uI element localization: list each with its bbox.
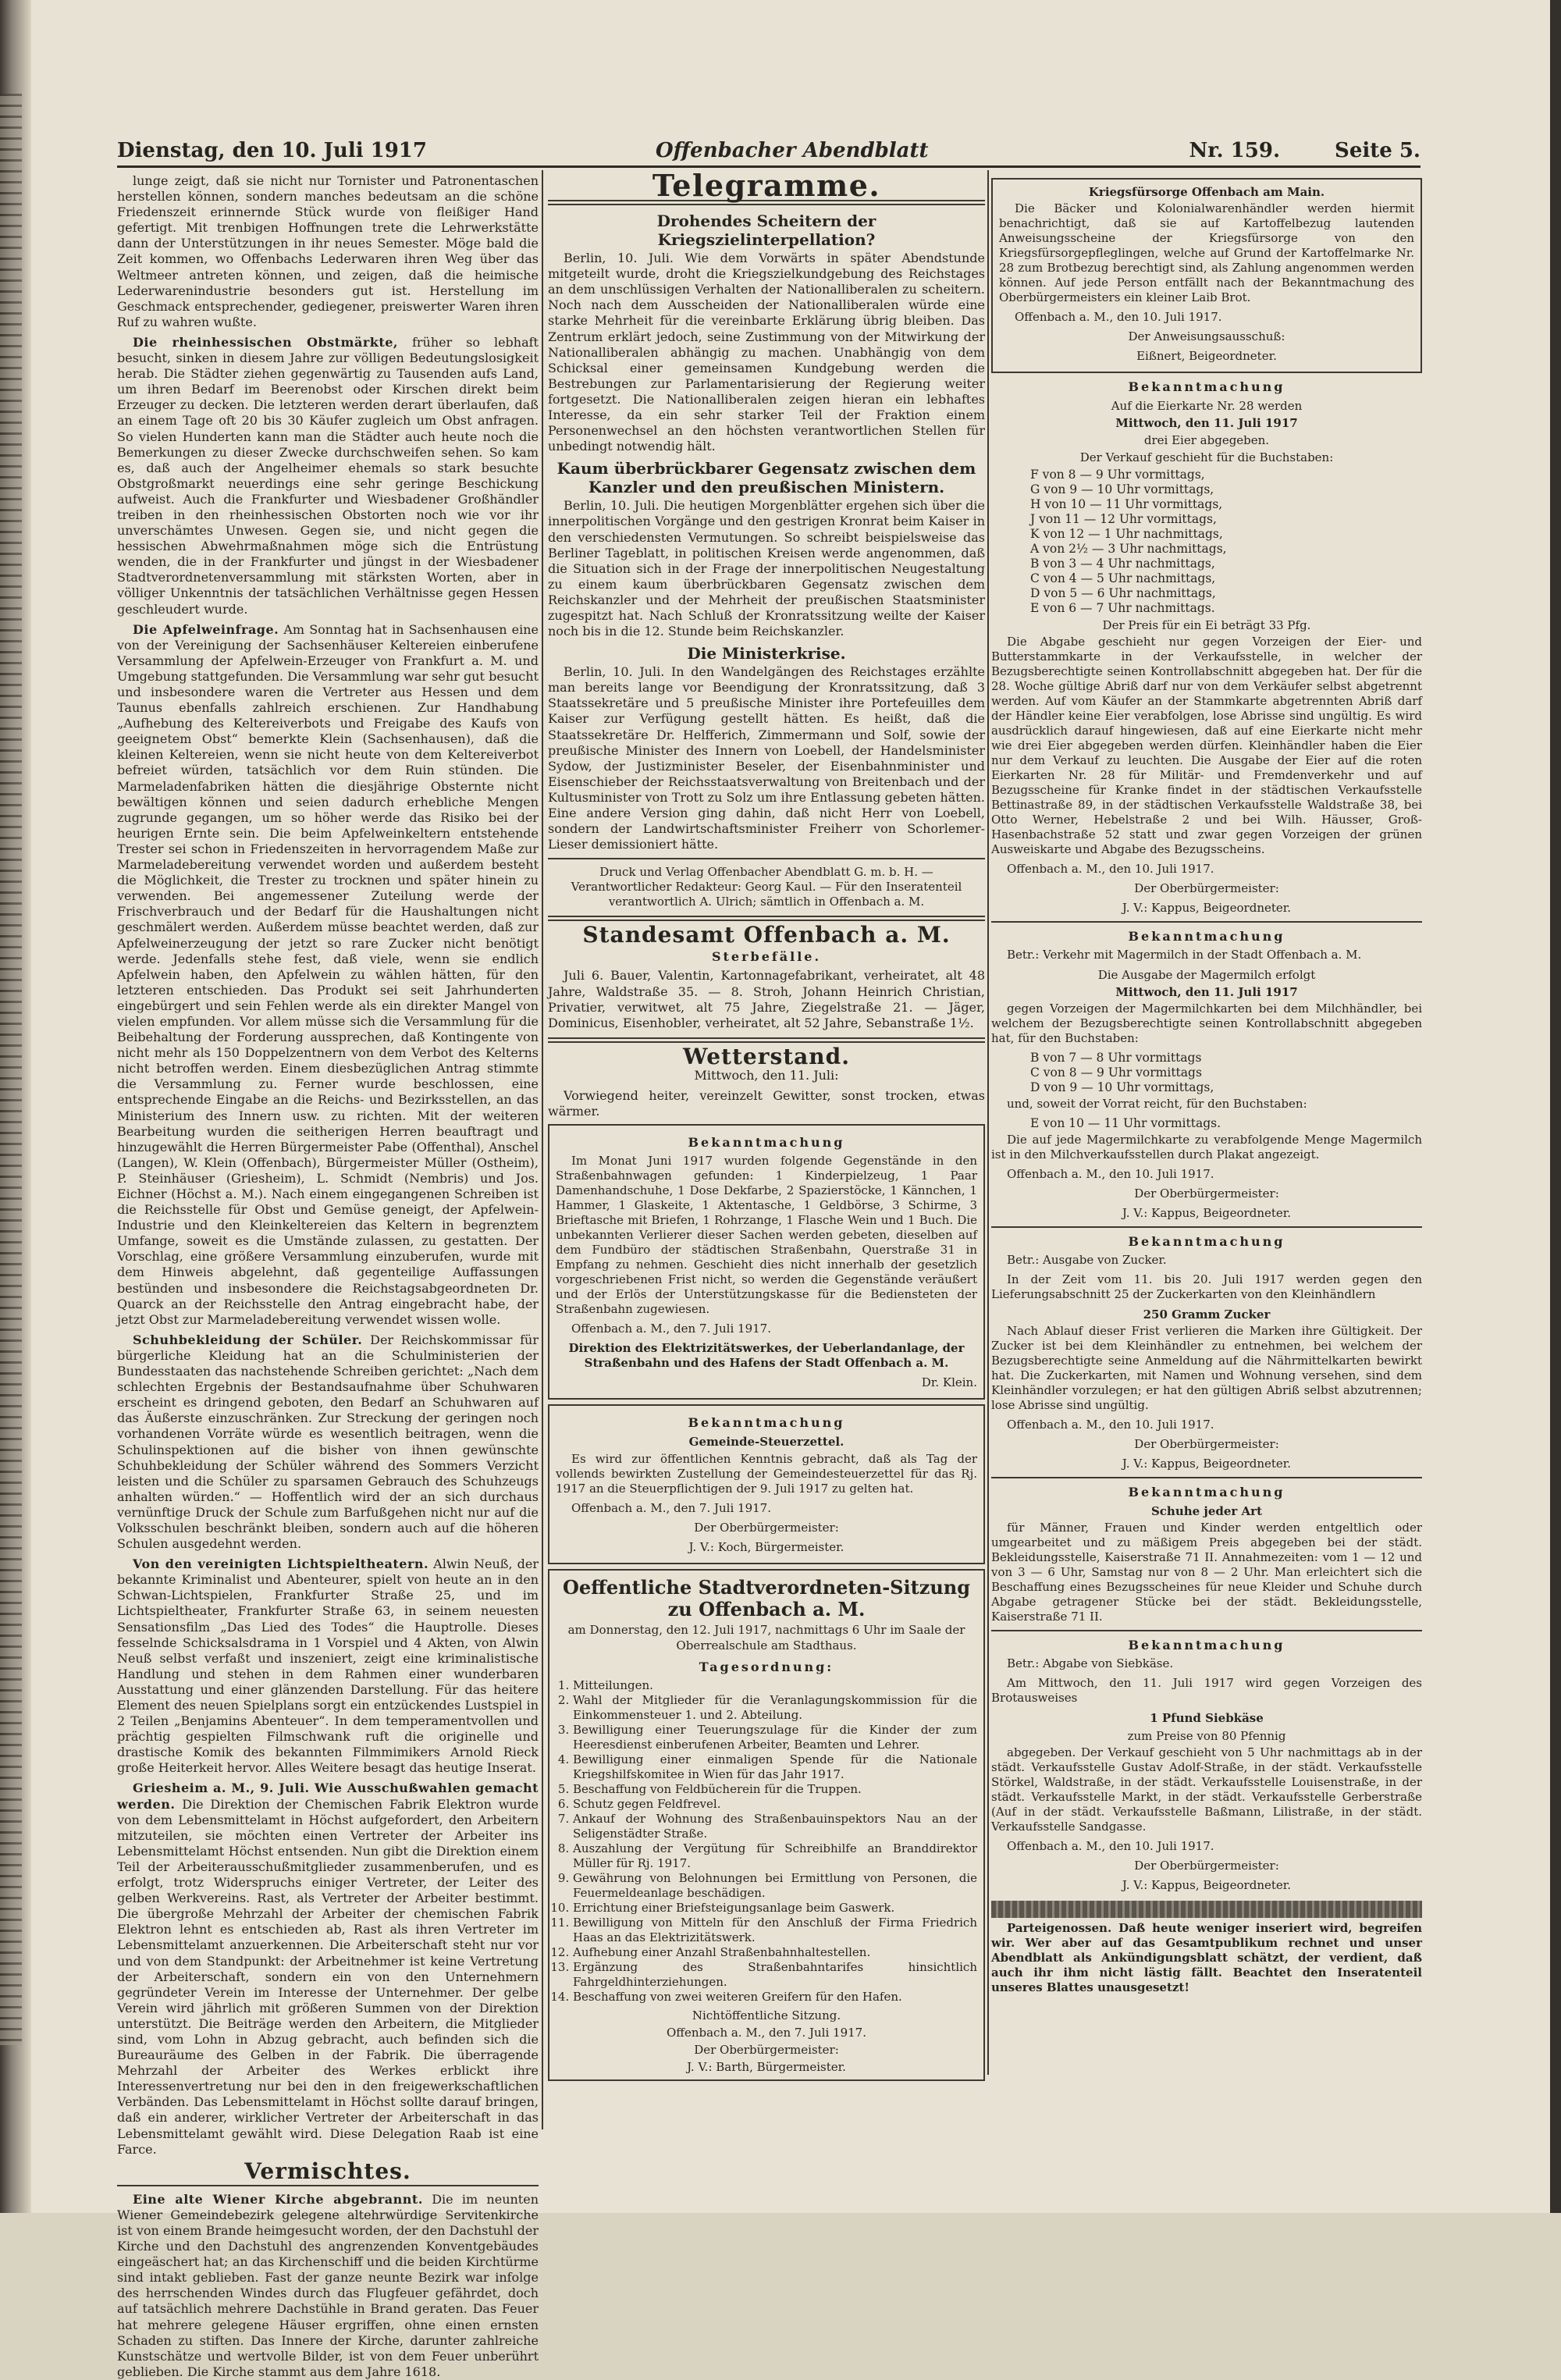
agenda-item: 10. Errichtung einer Briefsteigungsanlage beim Gaswerk. <box>573 1901 977 1916</box>
notice-body: gegen Vorzeigen der Magermilchkarten bei dem Milchhändler, bei welchem der Bezugsberechtigte seinen Kontrollabschnitt abgegeben hat, für den Buchstaben: <box>991 1001 1422 1045</box>
schedule-row: A von 2½ — 3 Uhr nachmittags, <box>1030 541 1227 556</box>
schedule-row: C von 4 — 5 Uhr nachmittags, <box>1030 571 1216 585</box>
agenda-item: 13. Ergänzung des Straßenbahntarifes hinsichtlich Fahrgeldhinterziehungen. <box>573 1960 977 1990</box>
notice-amount: 250 Gramm Zucker <box>1143 1307 1271 1322</box>
divider <box>991 1630 1422 1631</box>
egg-schedule <box>1030 468 1422 616</box>
column-rule-2 <box>987 170 989 2075</box>
notice-body: und, soweit der Vorrat reicht, für den Buchstaben: <box>1007 1096 1307 1111</box>
article-lichtspiele <box>117 1556 539 1776</box>
article-wiener-kirche <box>117 2192 539 2380</box>
adjacent-page-strip <box>0 94 22 2045</box>
divider <box>548 916 985 921</box>
article-lead: Die rheinhessischen Obstmärkte, <box>133 334 399 350</box>
notice-place-date: Offenbach a. M., den 7. Juli 1917. <box>667 2025 866 2040</box>
divider <box>991 1477 1422 1478</box>
notice-place-date: Offenbach a. M., den 10. Juli 1917. <box>1007 861 1214 876</box>
notice-fundsachen <box>548 1124 985 1400</box>
divider <box>548 1037 985 1043</box>
notice-signer: J. V.: Koch, Bürgermeister. <box>688 1539 845 1554</box>
schedule-row: C von 8 — 9 Uhr vormittags <box>1030 1065 1202 1080</box>
notice-body: Es wird zur öffentlichen Kenntnis gebracht, daß als Tag der vollends bewirkten Zustellung der Gemeindesteuerzettel für das Rj. 1917 an die Steuerpflichtigen der 9. Juli 1917 zu gelten hat. <box>556 1451 977 1496</box>
article-body: Alwin Neuß, der bekannte Kriminalist und Abenteurer, spielt von heute an in den Schwan-Lichtspielen, Frankfurter Straße 25, und im Lichtspieltheater, Frankfurter Straße 63, in seinem neuesten Sensationsfilm „Das Lied des Todes“ die Hauptrolle. Dieses fesselnde Schicksalsdrama in 1 Vorspiel und 4 Akten, von Alwin Neuß selbst verfaßt und inszeniert, zeigt eine kriminalistische Handlung und stehen in dem Rahmen einer wunderbaren Ausstattung und einer glänzenden Darstellung. Für das heitere Element des neuen Spielplans sorgt ein entzückendes Lustspiel in 2 Teilen „Benjamins Abenteuer“. In dem temperamentvollen und prächtig gespielten Filmschwank ruft die originelle und drastische Komik des bekannten Filmmimikers Arnold Rieck große Heiterkeit hervor. Alles Weitere besagt das heutige Inserat. <box>117 1556 539 1776</box>
newspaper-title: Offenbacher Abendblatt <box>656 139 929 162</box>
milk-schedule-extra <box>1030 1116 1422 1131</box>
notice-signer: J. V.: Kappus, Beigeordneter. <box>1122 1457 1292 1471</box>
notice-title: Bekanntmachung <box>1128 928 1285 944</box>
notice-signature: Der Oberbürgermeister: <box>1134 1437 1279 1452</box>
article-body: Berlin, 10. Juli. In den Wandelgängen des Reichstages erzählte man bereits lange vor Beendigung der Kronratssitzung, daß 3 Staatssekretäre und 5 preußische Minister ihre Portefeuilles dem Kaiser zur Verfügung gestellt hätten. Es heißt, daß die Staatssekretäre Dr. Helfferich, Zimmermann und Solf, sowie der preußische Minister des Innern von Loebell, der Handelsminister Sydow, der Justizminister Beseler, der Eisenbahnminister und Eisenschieber der Reichsstaatsverwaltung von Breitenbach und der Kultusminister von Trott zu Solz um ihre Entlassung gebeten hätten. Eine andere Version ging dahin, daß nicht Herr von Loebell, sondern der Landwirtschaftsminister Freiherr von Schorlemer-Lieser demissioniert hätte. <box>548 664 985 852</box>
party-notice: Parteigenossen. Daß heute weniger inseriert wird, begreifen wir. Wer aber auf das Gesamtpublikum rechnet und unser Abendblatt als Ankündigungsblatt schätzt, der verdient, daß auch ihr ihm nicht lästig fällt. Beachtet den Inseratenteil unseres Blattes unausgesetzt! <box>991 1920 1422 1994</box>
headline: Drohendes Scheitern der Kriegszielinterpellation? <box>656 212 877 250</box>
section-heading-telegramme: Telegramme. <box>652 168 881 203</box>
subheading-sterbefaelle: Sterbefälle. <box>711 949 822 965</box>
notice-signature: Direktion des Elektrizitätswerkes, der Ueberlandanlage, der Straßenbahn und des Hafens der Stadt Offenbach a. M. <box>568 1341 965 1371</box>
article-lead: Von den vereinigten Lichtspieltheatern. <box>133 1556 429 1572</box>
agenda-item: 4. Bewilligung einer einmaligen Spende für die Nationale Kriegshilfskomitee in Wien für das Jahr 1917. <box>573 1752 977 1782</box>
weather-date: Mittwoch, den 11. Juli: <box>694 1067 839 1083</box>
article-apfelwein <box>117 622 539 1328</box>
notice-signature: Der Oberbürgermeister: <box>694 2042 839 2057</box>
article-lead: Eine alte Wiener Kirche abgebrannt. <box>133 2191 423 2207</box>
section-heading-standesamt: Standesamt Offenbach a. M. <box>582 922 951 948</box>
notice-subtitle: Gemeinde-Steuerzettel. <box>688 1435 845 1450</box>
schedule-row: H von 10 — 11 Uhr vormittags, <box>1030 496 1223 511</box>
notice-title: Bekanntmachung <box>688 1415 845 1431</box>
notice-subject: Betr.: Abgabe von Siebkäse. <box>1007 1656 1174 1671</box>
notice-place-date: Offenbach a. M., den 10. Juli 1917. <box>1007 1838 1214 1853</box>
notice-signature: Der Oberbürgermeister: <box>1134 1858 1279 1873</box>
notice-place-date: Offenbach a. M., den 10. Juli 1917. <box>1007 1418 1214 1432</box>
schedule-row: F von 8 — 9 Uhr vormittags, <box>1030 467 1205 482</box>
article-lead: Die Apfelweinfrage. <box>133 621 279 637</box>
agenda-nonpublic: Nichtöffentliche Sitzung. <box>692 2008 841 2022</box>
notice-price: Der Preis für ein Ei beträgt 33 Pfg. <box>1102 617 1311 632</box>
notice-kriegsfuersorge <box>991 178 1422 373</box>
article-body: früher so lebhaft besucht, sinken in diesem Jahre zur völligen Bedeutungslosigkeit herab. Die Städter ziehen gegenwärtig zu Tausenden aufs Land, um ihren Bedarf im Beerenobst oder Kirschen direkt beim Erzeuger zu decken. Die letzteren werden derart überlaufen, daß an einem Tage oft 20 bis 30 Käufer zugleich um Obst anfragen. So vielen Hunderten kann man die Städter auch heute noch die Bemerkungen zu dieser Zwecke durchschweifen sehen. So kam es, daß auch der Angelheimer ehemals so stark besuchte Obstgroßmarkt neuerdings eine sehr geringe Beschickung aufweist. Auch die Frankfurter und Wiesbadener Großhändler treiben in den rheinhessischen Obstorten noch wie vor ihr unverschämtes Unwesen. Gegen sie, und nicht gegen die hessischen Abwehrmaßnahmen möge sich die Entrüstung wenden, die in der Frankfurter und jüngst in der Wiesbadener Stadtverordnetenversammlung mit stärksten Worten, aber in völliger Unkenntnis der tatsächlichen Verhältnisse gegen Hessen geschleudert wurde. <box>117 334 539 617</box>
notice-count: drei Eier abgegeben. <box>1143 433 1270 448</box>
agenda-item: 6. Schutz gegen Feldfrevel. <box>573 1797 977 1812</box>
notice-date: am Donnerstag, den 12. Juli 1917, nachmittags 6 Uhr im Saale der Oberrealschule am Stadthaus. <box>567 1622 965 1652</box>
notice-signature: Der Oberbürgermeister: <box>694 1520 839 1535</box>
notice-place-date: Offenbach a. M., den 10. Juli 1917. <box>1015 310 1222 325</box>
agenda-item: 14. Beschaffung von zwei weiteren Greifern für den Hafen. <box>573 1990 977 2005</box>
notice-title: Bekanntmachung <box>1128 1485 1285 1500</box>
article-body: Die Direktion der Chemischen Fabrik Elektron wurde von dem Lebensmittelamt in Höchst aufgefordert, den Arbeitern mitzuteilen, sie möchten einen Vertreter der Arbeiter ins Lebensmittelamt Höchst entsenden. Nun gibt die Direktion einem Teil der Arbeiterausschußmitglieder zusammenberufen, und es erfolgt, trotz Widerspruchs einiger Vertreter, der Leiter des gelben Werkvereins. Rast, als Vertreter der Arbeiter bestimmt. Die übergroße Mehrzahl der Arbeiter der chemischen Fabrik Elektron lehnt es entschieden ab, Rast als ihren Vertreter im Lebensmittelamt anzuerkennen. Die Arbeiterschaft steht nur vor und von dem Standpunkt: der Arbeitnehmer ist keine Vertretung der Arbeiterschaft, sondern ein von den Unternehmern gegründeter Verein im Interesse der Unternehmer. Der gelbe Verein wird jährlich mit größeren Summen von der Direktion unterstützt. Die Beiträge werden den Arbeitern, die Mitglieder sind, vom Lohn in Abzug gebracht, auch befinden sich die Bureauräume des Gelben in der Fabrik. Die überragende Mehrzahl der Arbeiter des Werkes erblickt ihre Interessenvertretung nur bei den in den freigewerkschaftlichen Verbänden. Das Lebensmittelamt in Höchst sollte darauf bringen, daß ein anderer, wirklicher Vertreter der Arbeiterschaft in das Lebensmittelamt gewählt wird. Diese Delegation Raab ist eine Farce. <box>117 1796 539 2157</box>
notice-title: Oeffentliche Stadtverordneten-Sitzung zu Offenbach a. M. <box>562 1575 971 1620</box>
notice-day: Mittwoch, den 11. Juli 1917 <box>1115 416 1298 431</box>
notice-signer: J. V.: Kappus, Beigeordneter. <box>1122 900 1292 915</box>
article-body: Berlin, 10. Juli. Wie dem Vorwärts in später Abendstunde mitgeteilt wurde, droht die Kriegszielkundgebung des Reichstages an dem unschlüssigen Verhalten der Nationalliberalen zu scheitern. Noch nach dem Ausscheiden der Nationalliberalen würde eine starke Mehrheit für die vereinbarte Erklärung übrig bleiben. Das Zentrum erklärt jedoch, seine Zustimmung von der Mitwirkung der Nationalliberalen abhängig zu machen. Unabhängig von dem Schicksal einer gemeinsamen Kundgebung werden die Bestrebungen zur Parlamentarisierung der Regierung weiter fortgesetzt. Die Nationalliberalen zeigen hieran ein lebhaftes Interesse, da ein sehr starker Teil der Fraktion einem Personenwechsel an den höchsten verantwortlichen Stellen für unbedingt notwendig hält. <box>548 251 985 454</box>
imprint: Druck und Verlag Offenbacher Abendblatt G. m. b. H. — Verantwortlicher Redakteur: Georg Kaul. — Für den Inseratenteil verantwortlich A. Ulrich; sämtlich in Offenbach a. M. <box>571 865 962 909</box>
column-telegrams <box>548 168 985 2078</box>
notice-title: Bekanntmachung <box>1128 1233 1285 1249</box>
notice-amount: 1 Pfund Siebkäse <box>1150 1711 1264 1726</box>
notice-body: Am Mittwoch, den 11. Juli 1917 wird gegen Vorzeigen des Brotausweises <box>991 1676 1422 1706</box>
notice-signer: J. V.: Kappus, Beigeordneter. <box>1122 1877 1292 1892</box>
notice-body: Im Monat Juni 1917 wurden folgende Gegenstände in den Straßenbahnwagen gefunden: 1 Kinderpielzeug, 1 Paar Damenhandschuhe, 1 Dose Dekfarbe, 2 Spazierstöcke, 1 Kännchen, 1 Hammer, 1 Glaskeite, 1 Aktentasche, 1 Geldbörse, 3 Schirme, 3 Brieftasche mit Briefen, 1 Rohrzange, 1 Flasche Wein und 1 Buch. Die unbekannten Verlierer dieser Sachen werden gebeten, dieselben auf dem Fundbüro der städtischen Straßenbahn, Querstraße 31 in Empfang zu nehmen. Geschieht dies nicht innerhalb der gesetzlich vorgeschriebenen Frist nicht, so werden die Gegenstände veräußert und der Erlös der Unterstützungskasse für die Bediensteten der Straßenbahn zugewiesen. <box>556 1154 977 1317</box>
divider <box>548 858 985 859</box>
schedule-row: B von 7 — 8 Uhr vormittags <box>1030 1050 1202 1065</box>
headline: Kaum überbrückbarer Gegensatz zwischen dem Kanzler und den preußischen Ministern. <box>556 459 976 497</box>
article-body: Die im neunten Wiener Gemeindebezirk gelegene altehrwürdige Servitenkirche ist von einem Brande heimgesucht worden, der den Dachstuhl der Kirche und den Dachstuhl des angrenzenden Konventgebäudes eingeäschert hat; an das Kirchenschiff und die beiden Kirchtürme sind intakt geblieben. Fast der ganze neunte Bezirk war infolge des herrschenden Windes durch das Flugfeuer gefährdet, doch auf tatsächlich mehrere Dachstühle in Brand geraten. Das Feuer hat mehrere gelegene Häuser ergriffen, ohne einen ernsten Schaden zu stiften. Das Innere der Kirche, darunter zahlreiche Kunstschätze und wertvolle Bilder, ist von dem Feuer unberührt geblieben. Die Kirche stammt aus dem Jahre 1618. <box>117 2191 539 2379</box>
notice-body: abgegeben. Der Verkauf geschieht von 5 Uhr nachmittags ab in der städt. Verkaufsstelle Gustav Adolf-Straße, in der städt. Verkaufsstelle Störkel, Waldstraße, in der städt. Verkaufsstelle Louisenstraße, in der städt. Verkaufsstelle Markt, in der städt. Verkaufsstelle Gerberstraße (Auf in der städt. Verkaufsstelle Baßmann, Lilistraße, in der städt. Verkaufsstelle Sandgasse. <box>991 1745 1422 1834</box>
column-official-notices <box>991 173 1422 2078</box>
notice-body: In der Zeit vom 11. bis 20. Juli 1917 werden gegen den Lieferungsabschnitt 25 der Zuckerkarten von den Kleinhändlern <box>991 1272 1422 1302</box>
article-obstmaerkte <box>117 335 539 617</box>
agenda-item: 12. Aufhebung einer Anzahl Straßenbahnhaltestellen. <box>573 1945 977 1960</box>
notice-intro: Die Ausgabe der Magermilch erfolgt <box>1097 967 1316 982</box>
notice-subject: Betr.: Verkehr mit Magermilch in der Stadt Offenbach a. M. <box>1007 947 1362 962</box>
schedule-row: B von 3 — 4 Uhr nachmittags, <box>1030 556 1215 571</box>
page-right-edge <box>1550 0 1561 2213</box>
notice-day: Mittwoch, den 11. Juli 1917 <box>1115 984 1298 999</box>
notice-title: Kriegsfürsorge Offenbach am Main. <box>1088 185 1325 199</box>
notice-signer: J. V.: Kappus, Beigeordneter. <box>1122 1205 1292 1220</box>
notice-subtitle: Schuhe jeder Art <box>1150 1504 1263 1519</box>
ornamental-bar <box>991 1901 1422 1918</box>
column-rule-1 <box>542 170 543 2129</box>
agenda-item: 5. Beschaffung von Feldbücherein für die Truppen. <box>573 1782 977 1797</box>
masthead <box>117 139 1421 167</box>
weather-forecast: Vorwiegend heiter, vereinzelt Gewitter, sonst trocken, etwas wärmer. <box>548 1088 985 1119</box>
divider <box>117 2185 539 2186</box>
notice-signature: Der Oberbürgermeister: <box>1134 880 1279 895</box>
divider <box>991 1226 1422 1228</box>
notice-place-date: Offenbach a. M., den 7. Juli 1917. <box>571 1500 771 1515</box>
notice-signer: J. V.: Barth, Bürgermeister. <box>687 2060 846 2075</box>
agenda-item: 8. Auszahlung der Vergütung für Schreibhilfe an Branddirektor Müller für Rj. 1917. <box>573 1841 977 1871</box>
agenda-item: 3. Bewilligung einer Teuerungszulage für die Kinder der zum Heeresdienst einberufenen Arbeiter, Beamten und Lehrer. <box>573 1723 977 1752</box>
section-heading-vermischtes: Vermischtes. <box>244 2158 411 2184</box>
notice-signer: Dr. Klein. <box>921 1375 977 1390</box>
milk-schedule <box>1030 1051 1422 1095</box>
notice-place-date: Offenbach a. M., den 10. Juli 1917. <box>1007 1166 1214 1181</box>
issue-number: Nr. 159. <box>1189 139 1280 162</box>
issue-date: Dienstag, den 10. Juli 1917 <box>117 139 427 162</box>
notice-signature: Der Anweisungsausschuß: <box>1128 329 1285 344</box>
schedule-row: D von 9 — 10 Uhr vormittags, <box>1030 1080 1214 1094</box>
schedule-row: K von 12 — 1 Uhr nachmittags, <box>1030 526 1223 541</box>
article-body: Der Reichskommissar für bürgerliche Kleidung hat an die Schulministerien der Bundesstaaten das nachstehende Schreiben gerichtet: „Nach dem schlechten Ergebnis der Bestandsaufnahme über Schuhwaren erscheint es dringend geboten, den Bedarf an Schuhwaren auf das Äußerste einzuschränken. Zur Streckung der geringen noch vorhandenen Vorräte würde es wesentlich beitragen, wenn die Schulinspektionen auf die bisher von ihnen gewünschte Schuhbekleidung der Schüler während des Sommers Verzicht leisten und die Schüler zu sparsamen Gebrauch des Schuhzeugs anhalten würden.“ — Hoffentlich wird der an sich durchaus vernünftige Druck der Schule zum Barfußgehen nicht nur auf die Volksschulen beschränkt bleiben, sondern auch auf die höheren Schulen ausgedehnt werden. <box>117 1332 539 1552</box>
page-number: Seite 5. <box>1335 139 1421 162</box>
agenda-item: 7. Ankauf der Wohnung des Straßenbauinspektors Nau an der Seligenstädter Straße. <box>573 1812 977 1841</box>
notice-body: Die auf jede Magermilchkarte zu verabfolgende Menge Magermilch ist in den Milchverkaufsstellen durch Plakat angezeigt. <box>991 1132 1422 1162</box>
notice-place-date: Offenbach a. M., den 7. Juli 1917. <box>571 1322 771 1336</box>
notice-title: Bekanntmachung <box>1128 379 1285 395</box>
agenda-item: 11. Bewilligung von Mitteln für den Anschluß der Firma Friedrich Haas an das Elektrizitätswerk. <box>573 1916 977 1945</box>
notice-signature: Der Oberbürgermeister: <box>1134 1186 1279 1201</box>
article-schuhbekleidung <box>117 1332 539 1552</box>
notice-title: Bekanntmachung <box>1128 1638 1285 1653</box>
article-griesheim <box>117 1781 539 2157</box>
notice-body: Die Bäcker und Kolonialwarenhändler werden hiermit benachrichtigt, daß sie auf Kartoffelbezug lautenden Anweisungsscheine der Kriegsfürsorge von den Kriegsfürsorgepfleglingen, welche auf Grund der Kartoffelmarke Nr. 28 zum Brotbezug berechtigt sind, als Zahlung angenommen werden können. Auf jede Person entfällt nach der Bekanntmachung des Oberbürgermeisters ein kleiner Laib Brot. <box>999 201 1414 305</box>
notice-subject: Betr.: Ausgabe von Zucker. <box>1007 1253 1167 1268</box>
notice-rule: Der Verkauf geschieht für die Buchstaben: <box>1079 450 1334 465</box>
notice-steuerzettel <box>548 1404 985 1564</box>
article-lederwaren: lunge zeigt, daß sie nicht nur Tornister und Patronentaschen herstellen können, sondern manches bedeutsam an die schöne Friedenszeit erinnernde Stück wurde von fleißiger Hand gefertigt. Mit trenbigen Hoffnungen trete die Lehrwerkstätte dann der Unterstützungen in ihr neues Semester. Möge bald die Zeit kommen, wo Offenbachs Lederwaren ihren Weg über das Weltmeer antreten können, und zeigen, daß die heimische Lederwarenindustrie besonders gut ist. Herstellung im Geschmack entsprechender, gediegener, preiswerter Waren ihren Ruf zu wahren wußte. <box>117 173 539 329</box>
notice-price: zum Preise von 80 Pfennig <box>1127 1728 1286 1743</box>
agenda-item: 9. Gewährung von Belohnungen bei Ermittlung von Personen, die Feuermeldeanlage beschädigen. <box>573 1871 977 1901</box>
divider <box>991 921 1422 923</box>
section-heading-wetterstand: Wetterstand. <box>683 1043 850 1069</box>
article-body: Juli 6. Bauer, Valentin, Kartonnagefabrikant, verheiratet, alt 48 Jahre, Waldstraße 35. — 8. Stroh, Johann Heinrich Christian, Privatier, verwitwet, alt 75 Jahre, Ziegelstraße 21. — Jäger, Dominicus, Eisenhobler, verheiratet, alt 52 Jahre, Sebanstraße 1½. <box>548 968 985 1030</box>
schedule-row: E von 6 — 7 Uhr nachmittags. <box>1030 600 1215 615</box>
agenda-list <box>573 1678 977 2005</box>
notice-body: Nach Ablauf dieser Frist verlieren die Marken ihre Gültigkeit. Der Zucker ist bei dem Kleinhändler zu entnehmen, bei welchem der Bezugsberechtigte seine Anmeldung auf die Nährmittelkarten bewirkt hat. Die Zuckerkarten, mit Namen und Wohnung versehen, sind dem Kleinhändler vorzulegen; er hat den gültigen Abriß selbst abzutrennen; lose Abrisse sind ungültig. <box>991 1324 1422 1413</box>
headline: Die Ministerkrise. <box>687 644 846 663</box>
notice-stadtverordneten-sitzung <box>548 1569 985 2082</box>
article-body: Am Sonntag hat in Sachsenhausen eine von der Vereinigung der Sachsenhäuser Keltereien einberufene Versammlung der Apfelwein-Erzeuger von Frankfurt a. M. und Umgebung stattgefunden. Die Versammlung war sehr gut besucht und insbesondere waren die Vertreter aus Hessen und dem Taunus ebenfalls zahlreich erschienen. Zur Handhabung „Aufhebung des Keltereiverbots und Freigabe des Kaufs von geeignetem Obst“ bemerkte Klein (Sachsenhausen), daß die kleinen Keltereien, wenn sie nicht heute von dem Keltereiverbot befreiet würden, tatsächlich vor dem Ruin stünden. Die Marmeladenfabriken hätten die diesjährige Obsternte nicht bewältigen können und seien dadurch erhebliche Mengen zugrunde gegangen, um so höher werde das Risiko bei der heurigen Ernte sein. Die beim Apfelweinkeltern entstehende Trester sei schon in Friedenszeiten in hervorragendem Maße zur Marmeladebereitung verwendet worden und außerdem besteht die Möglichkeit, die Trester zu trocknen und später hinein zu verwenden. Bei angemessener Zuteilung werde der Frischverbrauch und der Bedarf für die Haushaltungen nicht geschmälert werden. Außerdem müsse beachtet werden, daß zur Apfelweinerzeugung der jetzt so rare Zucker nicht benötigt werde. Jedenfalls stehe fest, daß viele, wenn sie endlich Apfelwein haben, den Apfelwein zu wählen hätten, für den letzteren entschieden. Das Produkt sei seit Jahrhunderten eingebürgert und sein Fehlen werde als ein direkter Mangel von vielen empfunden. Vor allem müsse sich die Versammlung für die Beibehaltung der Forderung aussprechen, daß Kontingente von nicht mehr als 150 Doppelzentnern von dem Verbot des Kelterns nicht betroffen werden. Einem diesbezüglichen Antrag stimmte die Versammlung zu. Ferner wurde beschlossen, eine entsprechende Eingabe an die Reichs- und Bezirksstellen, an das Ministerium des Innern usw. zu richten. Mit der weiteren Bearbeitung wurden die seitherigen Herren beauftragt und hinzugewählt die Herren Bürgermeister Pabe (Offenthal), Anschel (Langen), W. Klein (Offenbach), Bürgermeister Müller (Ostheim), P. Steinhäuser (Griesheim), L. Schmidt (Nembris) und Jos. Eichner (Höchst a. M.). Nach einem eingegangenen Schreiben ist die Reichsstelle für Obst und Gemüse geneigt, der Apfelwein-Industrie und den Kleinkeltereien das Keltern in begrenztem Umfange, soweit es die Umstände zulassen, zu gestatten. Der Vorschlag, eine größere Versammlung einzuberufen, wurde mit dem Hinweis abgelehnt, daß gegenteilige Auffassungen bestünden und insbesondere die Reichstagsabgeordneten Dr. Quarck an der Reichsstelle den Antrag eingebracht habe, der jetzt Obst zur Marmeladebereitung verwendet wissen wolle. <box>117 621 539 1327</box>
schedule-row: D von 5 — 6 Uhr nachmittags, <box>1030 585 1216 600</box>
schedule-row: G von 9 — 10 Uhr vormittags, <box>1030 482 1214 496</box>
notice-intro: Auf die Eierkarte Nr. 28 werden <box>1111 399 1303 414</box>
notice-body: Die Abgabe geschieht nur gegen Vorzeigen der Eier- und Butterstammkarte in der Verkaufsstelle, in welcher der Bezugsberechtigte seinen Kontrollabschnitt abgegeben hat. Der für die 28. Woche gültige Abriß darf nur von dem Verkäufer selbst abgetrennt werden. Auf vom Käufer an der Stammkarte abgetrennten Abriß darf der Händler keine Eier verabfolgen, lose Abrisse sind ungültig. Es wird ausdrücklich darauf hingewiesen, daß auf eine Eierkarte nicht mehr wie drei Eier abgegeben werden dürfen. Kleinhändler haben die Eier nur dem Verkauf zu leuchten. Die Ausgabe der Eier auf die roten Eierkarten Nr. 28 für Militär- und Fremdenverkehr und auf Bezugsscheine für Kranke findet in der städtischen Verkaufsstelle Bettinastraße 89, in der städtischen Verkaufsstelle Waldstraße 38, bei Otto Werner, Hebelstraße 2 und bei Wilh. Häusser, Groß-Hasenbachstraße 52 statt und zwar gegen Vorzeigen der grünen Ausweiskarte und Abgabe des Bezugsscheins. <box>991 634 1422 856</box>
column-local-news <box>117 173 539 2379</box>
notice-body: für Männer, Frauen und Kinder werden entgeltlich oder umgearbeitet und zu mäßigem Preis abgegeben bei der städt. Bekleidungsstelle, Kaiserstraße 71 II. Annahmezeiten: vom 1 — 12 und von 3 — 6 Uhr, Samstag nur von 8 — 2 Uhr. Man erleichtert sich die Beschaffung eines Bezugsscheines für neue Kleider und Schuhe durch Abgabe getragener Stücke bei der städt. Bekleidungsstelle, Kaiserstraße 71 II. <box>991 1521 1422 1624</box>
article-lead: Schuhbekleidung der Schüler. <box>133 1332 363 1347</box>
schedule-row: J von 11 — 12 Uhr vormittags, <box>1030 511 1217 526</box>
schedule-row: E von 10 — 11 Uhr vormittags. <box>1030 1115 1221 1130</box>
notice-title: Bekanntmachung <box>688 1135 845 1151</box>
agenda-heading: Tagesordnung: <box>699 1659 834 1674</box>
notice-signer: Eißnert, Beigeordneter. <box>1136 349 1277 364</box>
agenda-item: 1. Mitteilungen. <box>573 1678 977 1693</box>
article-lead: Griesheim a. M., 9. Juli. Wie Ausschußwahlen gemacht werden. <box>117 1781 539 1812</box>
agenda-item: 2. Wahl der Mitglieder für die Veranlagungskommission für die Einkommensteuer 1. und 2. Abteilung. <box>573 1693 977 1723</box>
article-body: Berlin, 10. Juli. Die heutigen Morgenblätter ergehen sich über die innerpolitischen Vorgänge und den gestrigen Kronrat beim Kaiser in den verschiedensten Vermutungen. So schreibt beispielsweise das Berliner Tageblatt, in politischen Kreisen werde angenommen, daß die Situation sich in der Frage der innerpolitischen Neugestaltung zu einem kaum überbrückbaren Gegensatz zwischen dem Reichskanzler und der Mehrheit der preußischen Staatsminister zugespitzt hat. Nach Schluß der Kronratssitzung weilte der Kaiser noch bis in die 12. Stunde beim Reichskanzler. <box>548 498 985 639</box>
